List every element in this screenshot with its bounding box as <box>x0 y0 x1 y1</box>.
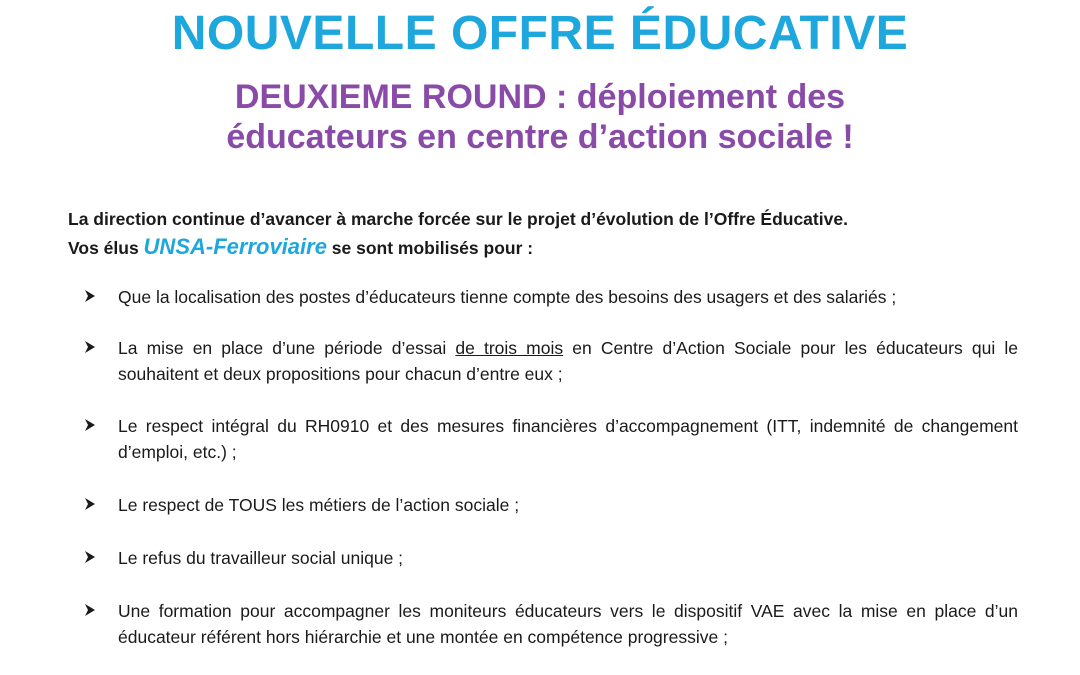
list-item <box>118 598 1018 650</box>
arrowhead-bullet-icon <box>84 418 96 432</box>
intro-line-2-prefix: Vos élus <box>68 238 144 258</box>
page-title: NOUVELLE OFFRE ÉDUCATIVE <box>171 7 909 60</box>
list-item-text: en Centre d’Action Sociale pour les éducateurs qui le souhaitent et deux propositions pour chacun d’entre eux ; <box>118 338 1019 384</box>
arrowhead-bullet-icon <box>84 497 96 511</box>
list-item-text: Que la localisation des postes d’éducateurs tienne compte des besoins des usagers et des salariés ; <box>118 287 897 307</box>
intro-line-1: La direction continue d’avancer à marche forcée sur le projet d’évolution de l’Offre Éducative. <box>68 209 848 229</box>
list-item <box>118 413 1018 465</box>
arrowhead-bullet-icon <box>84 603 96 617</box>
subtitle-line-2: éducateurs en centre d’action sociale ! <box>226 118 854 156</box>
list-item <box>118 545 1018 571</box>
arrowhead-bullet-icon <box>84 340 96 354</box>
list-item-text: La mise en place d’une période d’essai <box>118 338 456 358</box>
list-item-text: Le refus du travailleur social unique ; <box>118 548 404 568</box>
list-item <box>118 284 1018 310</box>
list-item-text: Le respect de TOUS les métiers de l’action sociale ; <box>118 495 520 515</box>
arrowhead-bullet-icon <box>84 550 96 564</box>
list-item-text: Une formation pour accompagner les moniteurs éducateurs vers le dispositif VAE avec la mise en place d’un éducateur référent hors hiérarchie et une montée en compétence progressive ; <box>118 601 1018 647</box>
list-item <box>118 492 1018 518</box>
subtitle-line-1: DEUXIEME ROUND : déploiement des <box>234 78 846 116</box>
list-item <box>118 335 1018 387</box>
intro-line-2-suffix: se sont mobilisés pour : <box>326 238 534 258</box>
union-brand-name: UNSA-Ferroviaire <box>143 234 327 259</box>
list-item-underlined-text: de trois mois <box>455 338 564 358</box>
arrowhead-bullet-icon <box>84 289 96 303</box>
list-item-text: Le respect intégral du RH0910 et des mesures financières d’accompagnement (ITT, indemnité de changement d’emploi, etc.) ; <box>118 416 1018 462</box>
